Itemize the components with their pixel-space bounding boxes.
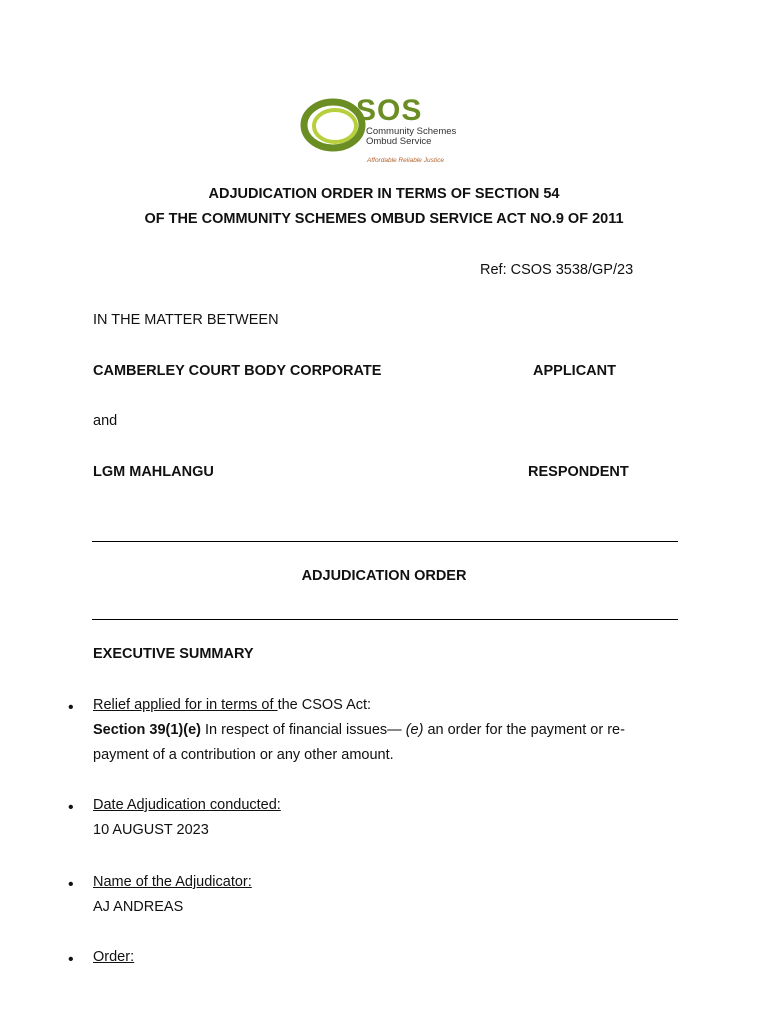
summary-title: EXECUTIVE SUMMARY — [93, 646, 254, 662]
bullet-icon: • — [68, 876, 74, 893]
adjudicator-value: AJ ANDREAS — [93, 899, 184, 915]
summary-order — [93, 945, 673, 970]
matter-intro: IN THE MATTER BETWEEN — [93, 312, 279, 328]
bullet-icon: • — [68, 699, 74, 716]
relief-label-underlined: Relief applied for in terms of — [93, 697, 278, 713]
date-value: 10 AUGUST 2023 — [93, 822, 209, 838]
relief-text-b: an order for the payment or re- — [423, 722, 625, 738]
heading-line1: ADJUDICATION ORDER IN TERMS OF SECTION 54 — [208, 186, 560, 202]
relief-text-italic: (e) — [405, 722, 424, 738]
logo-wordmark: SOS — [356, 94, 423, 127]
respondent-role: RESPONDENT — [528, 464, 629, 480]
bullet-icon: • — [68, 799, 74, 816]
applicant-name: CAMBERLEY COURT BODY CORPORATE — [93, 363, 382, 379]
divider-top — [92, 541, 678, 542]
logo-tagline: Affordable Reliable Justice — [367, 157, 444, 164]
logo-name-line1: Community Schemes — [366, 126, 457, 137]
conjunction: and — [93, 413, 118, 429]
relief-label — [93, 693, 673, 718]
heading-line2: OF THE COMMUNITY SCHEMES OMBUD SERVICE ACT NO.9 OF 2011 — [144, 211, 624, 227]
relief-label-act: the CSOS Act: — [277, 697, 372, 713]
summary-relief — [93, 693, 673, 768]
applicant-role: APPLICANT — [533, 363, 616, 379]
logo-name-line2: Ombud Service — [366, 136, 432, 147]
respondent-name: LGM MAHLANGU — [93, 464, 214, 480]
relief-line-2: payment of a contribution or any other amount. — [93, 747, 394, 763]
order-label: Order: — [93, 949, 135, 965]
summary-adjudicator — [93, 870, 673, 920]
date-label: Date Adjudication conducted: — [93, 797, 281, 813]
relief-text-a: In respect of financial issues— — [200, 722, 406, 738]
order-title: ADJUDICATION ORDER — [301, 568, 467, 584]
summary-date — [93, 793, 673, 843]
relief-line-1 — [93, 718, 673, 743]
divider-bottom — [92, 619, 678, 620]
adjudicator-label: Name of the Adjudicator: — [93, 874, 252, 890]
bullet-icon: • — [68, 951, 74, 968]
case-reference: Ref: CSOS 3538/GP/23 — [480, 262, 634, 278]
relief-section: Section 39(1)(e) — [93, 722, 201, 738]
